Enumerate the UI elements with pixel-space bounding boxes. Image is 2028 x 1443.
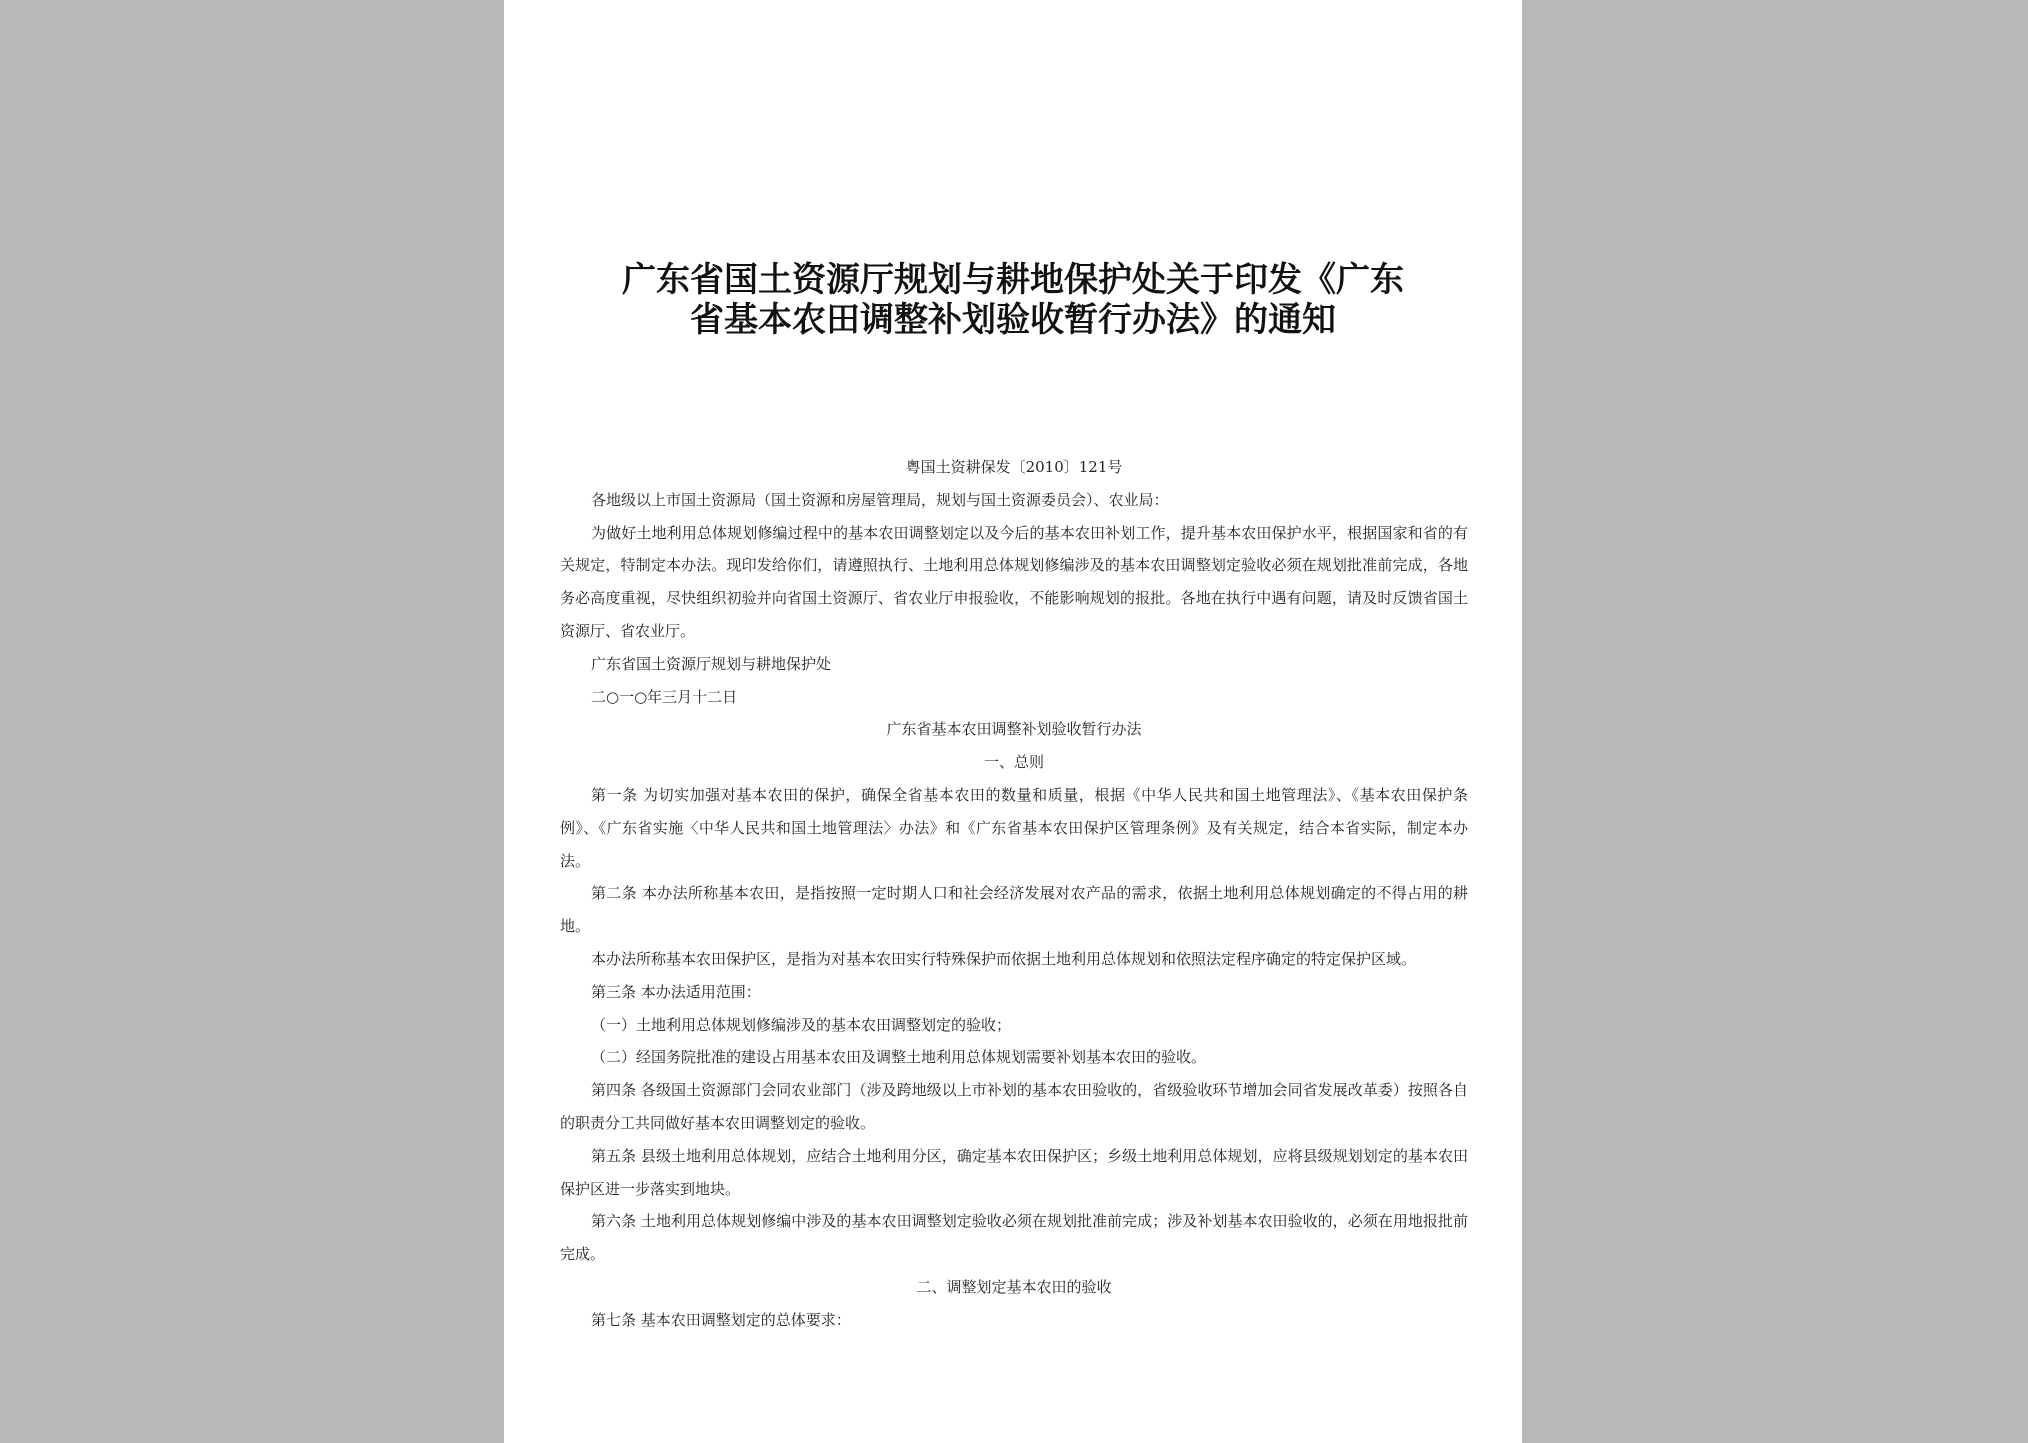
article-5: 第五条 县级土地利用总体规划，应结合土地利用分区，确定基本农田保护区；乡级土地利用总体规划，应将县级规划划定的基本农田保护区进一步落实到地块。 [560, 1146, 1468, 1198]
article-1: 第一条 为切实加强对基本农田的保护，确保全省基本农田的数量和质量，根据《中华人民共和国土地管理法》、《基本农田保护条例》、《广东省实施〈中华人民共和国土地管理法〉办法》和《广东省基本农田保护区管理条例》及有关规定，结合本省实际，制定本办法。 [560, 785, 1468, 870]
article-3: 第三条 本办法适用范围： [591, 982, 761, 1001]
article-4: 第四条 各级国土资源部门会同农业部门（涉及跨地级以上市补划的基本农田验收的，省级验收环节增加会同省发展改革委）按照各自的职责分工共同做好基本农田调整划定的验收。 [560, 1081, 1468, 1132]
issue-date: 二○一○年三月十二日 [591, 687, 738, 706]
article-2-para-2: 本办法所称基本农田保护区，是指为对基本农田实行特殊保护而依据土地利用总体规划和依照法定程序确定的特定保护区域。 [591, 949, 1417, 968]
document-body [560, 451, 1468, 1337]
document-number: 粤国土资耕保发〔2010〕121号 [905, 458, 1123, 476]
document-title [554, 260, 1472, 340]
addressee: 各地级以上市国土资源局（国土资源和房屋管理局，规划与国土资源委员会）、农业局： [591, 490, 1169, 509]
article-2: 第二条 本办法所称基本农田，是指按照一定时期人口和社会经济发展对农产品的需求，依据土地利用总体规划确定的不得占用的耕地。 [560, 884, 1468, 936]
chapter-heading-1: 一、总则 [983, 753, 1044, 772]
article-6: 第六条 土地利用总体规划修编中涉及的基本农田调整划定验收必须在规划批准前完成；涉及补划基本农田验收的，必须在用地报批前完成。 [560, 1212, 1468, 1264]
document-page [504, 0, 1522, 1443]
article-7: 第七条 基本农田调整划定的总体要求： [591, 1310, 851, 1329]
measures-title: 广东省基本农田调整补划验收暂行办法 [886, 720, 1142, 739]
title-line-2: 省基本农田调整补划验收暂行办法》的通知 [690, 300, 1336, 340]
article-3-item-2: （二）经国务院批准的建设占用基本农田及调整土地利用总体规划需要补划基本农田的验收。 [591, 1048, 1207, 1067]
chapter-heading-2: 二、调整划定基本农田的验收 [916, 1277, 1112, 1296]
intro-paragraph: 为做好土地利用总体规划修编过程中的基本农田调整划定以及今后的基本农田补划工作，提升基本农田保护水平，根据国家和省的有关规定，特制定本办法。现印发给你们，请遵照执行、土地利用总体规划修编涉及的基本农田调整划定验收必须在规划批准前完成，各地务必高度重视，尽快组织初验并向省国土资源厅、省农业厅申报验收，不能影响规划的报批。各地在执行中遇有问题，请及时反馈省国土资源厅、省农业厅。 [560, 523, 1468, 640]
article-3-item-1: （一）土地利用总体规划修编涉及的基本农田调整划定的验收； [591, 1015, 1012, 1034]
title-line-1: 广东省国土资源厅规划与耕地保护处关于印发《广东 [622, 260, 1404, 300]
issuer: 广东省国土资源厅规划与耕地保护处 [591, 654, 832, 673]
